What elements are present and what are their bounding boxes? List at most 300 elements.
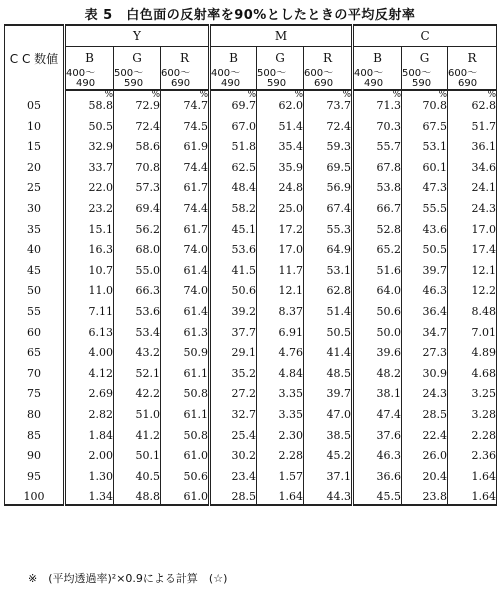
cell-value: 23.8 [422, 490, 448, 504]
reflectance-cell-y-g [114, 195, 161, 216]
cell-value: 50.8 [183, 428, 208, 442]
range-r-c: 600～ 690 [448, 69, 497, 90]
reflectance-cell-m-r [304, 298, 353, 319]
cell-value: 36.1 [471, 140, 497, 154]
table-row [5, 237, 497, 258]
reflectance-cell-c-b [353, 175, 402, 196]
cell-value: 69.4 [135, 201, 160, 215]
reflectance-cell-y-b [65, 319, 114, 340]
cell-value: 61.7 [183, 181, 208, 195]
cell-value: 1.64 [471, 490, 497, 504]
cc-value-header: C C 数値 [5, 25, 65, 90]
reflectance-cell-y-r [161, 154, 210, 175]
reflectance-cell-y-r [161, 195, 210, 216]
reflectance-cell-m-b [210, 134, 257, 155]
table-row [5, 175, 497, 196]
filter-g-y: G [114, 47, 161, 70]
table-row [5, 134, 497, 155]
cell-value: 41.5 [231, 263, 256, 277]
reflectance-cell-c-r [448, 113, 497, 134]
reflectance-cell-m-g [257, 401, 304, 422]
reflectance-cell-m-b [210, 401, 257, 422]
reflectance-cell-c-g [402, 278, 448, 299]
cell-value: 71.3 [376, 99, 402, 112]
reflectance-cell-c-b [353, 154, 402, 175]
table-row [5, 257, 497, 278]
reflectance-cell-c-r [448, 319, 497, 340]
table-row [5, 360, 497, 381]
cell-value: 56.2 [135, 222, 160, 236]
reflectance-cell-y-b [65, 381, 114, 402]
reflectance-cell-c-b [353, 484, 402, 506]
cell-value: 52.1 [135, 366, 160, 380]
reflectance-cell-y-r [161, 340, 210, 361]
reflectance-cell-c-r [448, 401, 497, 422]
reflectance-cell-y-g [114, 422, 161, 443]
reflectance-cell-m-r [304, 257, 353, 278]
reflectance-cell-y-r [161, 90, 210, 113]
table-row [5, 113, 497, 134]
percent-unit: % [151, 90, 160, 100]
reflectance-cell-c-b [353, 401, 402, 422]
reflectance-cell-m-b [210, 257, 257, 278]
cell-value: 12.1 [278, 284, 303, 298]
reflectance-cell-y-r [161, 298, 210, 319]
cell-value: 53.8 [376, 181, 402, 195]
reflectance-cell-c-g [402, 154, 448, 175]
reflectance-cell-m-r [304, 278, 353, 299]
table-row [5, 278, 497, 299]
cell-value: 7.11 [88, 304, 113, 318]
reflectance-cell-y-b [65, 216, 114, 237]
reflectance-cell-c-g [402, 216, 448, 237]
reflectance-cell-c-r [448, 278, 497, 299]
cell-value: 36.4 [422, 304, 448, 318]
reflectance-cell-m-r [304, 113, 353, 134]
range-r-m: 600～ 690 [304, 69, 353, 90]
reflectance-cell-y-g [114, 216, 161, 237]
reflectance-cell-m-r [304, 381, 353, 402]
reflectance-cell-m-r [304, 319, 353, 340]
table-row [5, 443, 497, 464]
cell-value: 43.6 [422, 222, 448, 236]
reflectance-cell-m-g [257, 195, 304, 216]
cell-value: 50.5 [326, 325, 352, 339]
reflectance-cell-m-r [304, 340, 353, 361]
cell-value: 72.9 [135, 99, 160, 112]
cell-value: 45.2 [326, 449, 352, 463]
cell-value: 47.0 [326, 407, 352, 421]
cell-value: 60.1 [422, 160, 448, 174]
cc-value-cell: 30 [5, 195, 65, 216]
reflectance-cell-y-b [65, 237, 114, 258]
cell-value: 51.8 [231, 140, 256, 154]
reflectance-cell-c-b [353, 422, 402, 443]
cell-value: 6.91 [278, 325, 303, 339]
reflectance-cell-c-g [402, 175, 448, 196]
reflectance-cell-y-g [114, 113, 161, 134]
reflectance-cell-m-g [257, 90, 304, 113]
filter-b-c: B [353, 47, 402, 70]
reflectance-cell-c-r [448, 360, 497, 381]
cell-value: 29.1 [231, 346, 256, 360]
cell-value: 74.4 [183, 160, 208, 174]
cell-value: 23.4 [231, 469, 256, 483]
reflectance-cell-y-b [65, 360, 114, 381]
cell-value: 24.3 [422, 387, 448, 401]
reflectance-cell-y-r [161, 463, 210, 484]
cell-value: 33.7 [88, 160, 113, 174]
percent-unit: % [247, 90, 256, 100]
table-row [5, 298, 497, 319]
reflectance-cell-y-b [65, 195, 114, 216]
reflectance-cell-c-r [448, 422, 497, 443]
cc-value-cell: 45 [5, 257, 65, 278]
reflectance-cell-m-g [257, 381, 304, 402]
percent-unit: % [294, 90, 303, 100]
reflectance-cell-c-r [448, 216, 497, 237]
reflectance-cell-m-r [304, 195, 353, 216]
cell-value: 53.6 [231, 243, 256, 257]
reflectance-cell-y-b [65, 175, 114, 196]
reflectance-cell-m-r [304, 401, 353, 422]
cell-value: 45.1 [231, 222, 256, 236]
reflectance-cell-m-r [304, 422, 353, 443]
cell-value: 61.4 [183, 304, 208, 318]
cell-value: 2.00 [88, 449, 113, 463]
cell-value: 74.5 [183, 119, 208, 133]
reflectance-cell-y-b [65, 422, 114, 443]
reflectance-cell-m-b [210, 195, 257, 216]
table-row [5, 216, 497, 237]
reflectance-cell-m-b [210, 360, 257, 381]
cell-value: 67.4 [326, 201, 352, 215]
cell-value: 38.1 [376, 387, 402, 401]
reflectance-cell-y-g [114, 134, 161, 155]
cell-value: 70.8 [135, 160, 160, 174]
cell-value: 20.4 [422, 469, 448, 483]
cell-value: 39.7 [422, 263, 448, 277]
cell-value: 17.2 [278, 222, 303, 236]
reflectance-cell-y-g [114, 463, 161, 484]
cell-value: 52.8 [376, 222, 402, 236]
cell-value: 39.2 [231, 304, 256, 318]
reflectance-cell-y-g [114, 154, 161, 175]
cell-value: 2.30 [278, 428, 303, 442]
cell-value: 70.3 [376, 119, 402, 133]
cell-value: 27.3 [422, 346, 448, 360]
cell-value: 40.5 [135, 469, 160, 483]
reflectance-cell-m-b [210, 237, 257, 258]
reflectance-cell-m-g [257, 443, 304, 464]
reflectance-cell-m-r [304, 90, 353, 113]
reflectance-cell-c-r [448, 257, 497, 278]
cc-value-cell: 95 [5, 463, 65, 484]
cell-value: 32.9 [88, 140, 113, 154]
cell-value: 12.1 [471, 263, 497, 277]
cell-value: 38.5 [326, 428, 352, 442]
cell-value: 50.8 [183, 387, 208, 401]
reflectance-cell-m-r [304, 237, 353, 258]
cell-value: 70.8 [422, 99, 448, 112]
cell-value: 28.5 [231, 490, 256, 504]
reflectance-cell-m-g [257, 216, 304, 237]
cell-value: 3.35 [278, 407, 303, 421]
reflectance-cell-y-b [65, 154, 114, 175]
filter-g-c: G [402, 47, 448, 70]
cell-value: 50.6 [376, 304, 402, 318]
cell-value: 62.8 [471, 99, 497, 112]
cell-value: 69.5 [326, 160, 352, 174]
reflectance-cell-c-b [353, 360, 402, 381]
reflectance-cell-m-g [257, 154, 304, 175]
cell-value: 50.5 [422, 243, 448, 257]
cell-value: 41.2 [135, 428, 160, 442]
reflectance-cell-c-r [448, 237, 497, 258]
cell-value: 1.64 [278, 490, 303, 504]
reflectance-cell-m-b [210, 484, 257, 506]
cell-value: 50.1 [135, 449, 160, 463]
cell-value: 35.9 [278, 160, 303, 174]
table-row [5, 422, 497, 443]
cell-value: 2.82 [88, 407, 113, 421]
reflectance-cell-y-g [114, 278, 161, 299]
reflectance-cell-y-g [114, 237, 161, 258]
cell-value: 8.48 [471, 304, 497, 318]
cell-value: 37.7 [231, 325, 256, 339]
cell-value: 61.3 [183, 325, 208, 339]
table-row [5, 319, 497, 340]
reflectance-cell-c-b [353, 237, 402, 258]
reflectance-cell-c-r [448, 134, 497, 155]
reflectance-cell-m-g [257, 298, 304, 319]
cell-value: 51.4 [278, 119, 303, 133]
reflectance-cell-m-b [210, 278, 257, 299]
cell-value: 6.13 [88, 325, 113, 339]
cell-value: 64.9 [326, 243, 352, 257]
reflectance-cell-c-r [448, 90, 497, 113]
range-g-m: 500～ 590 [257, 69, 304, 90]
cell-value: 43.2 [135, 346, 160, 360]
cell-value: 34.6 [471, 160, 497, 174]
cc-value-cell: 70 [5, 360, 65, 381]
cell-value: 68.0 [135, 243, 160, 257]
cell-value: 53.6 [135, 304, 160, 318]
reflectance-cell-c-b [353, 443, 402, 464]
reflectance-cell-y-b [65, 113, 114, 134]
cell-value: 47.3 [422, 181, 448, 195]
reflectance-cell-y-b [65, 401, 114, 422]
reflectance-cell-c-g [402, 381, 448, 402]
reflectance-cell-c-b [353, 257, 402, 278]
reflectance-cell-y-r [161, 401, 210, 422]
reflectance-cell-c-r [448, 195, 497, 216]
reflectance-cell-m-g [257, 340, 304, 361]
reflectance-cell-y-g [114, 360, 161, 381]
cell-value: 37.6 [376, 428, 402, 442]
reflectance-cell-m-r [304, 175, 353, 196]
reflectance-cell-c-g [402, 134, 448, 155]
table-row [5, 195, 497, 216]
reflectance-cell-c-g [402, 463, 448, 484]
cell-value: 22.0 [88, 181, 113, 195]
reflectance-cell-c-b [353, 463, 402, 484]
cell-value: 50.0 [376, 325, 402, 339]
reflectance-cell-m-b [210, 319, 257, 340]
cell-value: 1.64 [471, 469, 497, 483]
cell-value: 2.28 [471, 428, 497, 442]
cell-value: 51.4 [326, 304, 352, 318]
cell-value: 48.8 [135, 490, 160, 504]
reflectance-cell-y-b [65, 463, 114, 484]
group-header-m: M [210, 25, 353, 47]
cell-value: 24.8 [278, 181, 303, 195]
cc-value-cell: 75 [5, 381, 65, 402]
cell-value: 44.3 [326, 490, 352, 504]
reflectance-cell-m-g [257, 463, 304, 484]
cell-value: 67.5 [422, 119, 448, 133]
reflectance-cell-c-b [353, 134, 402, 155]
cc-value-cell: 10 [5, 113, 65, 134]
reflectance-cell-c-r [448, 298, 497, 319]
reflectance-cell-c-r [448, 340, 497, 361]
cell-value: 25.4 [231, 428, 256, 442]
reflectance-cell-y-g [114, 381, 161, 402]
reflectance-cell-m-b [210, 154, 257, 175]
cell-value: 51.6 [376, 263, 402, 277]
reflectance-cell-y-r [161, 113, 210, 134]
reflectance-cell-y-g [114, 401, 161, 422]
cell-value: 46.3 [376, 449, 402, 463]
cc-value-cell: 40 [5, 237, 65, 258]
cell-value: 51.7 [471, 119, 497, 133]
cell-value: 61.0 [183, 490, 208, 504]
cell-value: 4.00 [88, 346, 113, 360]
percent-unit: % [199, 90, 208, 100]
cell-value: 8.37 [278, 304, 303, 318]
range-b-c: 400～ 490 [353, 69, 402, 90]
cell-value: 55.3 [326, 222, 352, 236]
reflectance-cell-m-b [210, 443, 257, 464]
cell-value: 3.35 [278, 387, 303, 401]
cell-value: 65.2 [376, 243, 402, 257]
reflectance-cell-m-b [210, 463, 257, 484]
table-title: 表 5 白色面の反射率を90%としたときの平均反射率 [84, 8, 416, 23]
range-g-c: 500～ 590 [402, 69, 448, 90]
reflectance-cell-m-r [304, 134, 353, 155]
cell-value: 24.1 [471, 181, 497, 195]
cc-value-cell: 100 [5, 484, 65, 506]
filter-b-m: B [210, 47, 257, 70]
table-row [5, 463, 497, 484]
cell-value: 15.1 [88, 222, 113, 236]
reflectance-cell-c-g [402, 401, 448, 422]
table-body [5, 90, 497, 505]
cell-value: 1.30 [88, 469, 113, 483]
cell-value: 48.5 [326, 366, 352, 380]
reflectance-cell-c-g [402, 422, 448, 443]
reflectance-cell-m-b [210, 90, 257, 113]
reflectance-cell-y-b [65, 340, 114, 361]
reflectance-cell-y-b [65, 134, 114, 155]
reflectance-cell-y-r [161, 360, 210, 381]
cell-value: 66.3 [135, 284, 160, 298]
cc-value-cell: 85 [5, 422, 65, 443]
range-b-m: 400～ 490 [210, 69, 257, 90]
cell-value: 2.36 [471, 449, 497, 463]
cell-value: 61.1 [183, 407, 208, 421]
footnote: ※ (平均透過率)²×0.9による計算 (☆) [28, 572, 228, 585]
reflectance-cell-c-r [448, 463, 497, 484]
reflectance-cell-y-g [114, 175, 161, 196]
reflectance-cell-m-r [304, 463, 353, 484]
reflectance-cell-y-r [161, 319, 210, 340]
cc-value-cell: 60 [5, 319, 65, 340]
percent-unit: % [438, 90, 448, 100]
reflectance-cell-y-r [161, 443, 210, 464]
cell-value: 34.7 [422, 325, 448, 339]
reflectance-cell-y-r [161, 237, 210, 258]
cell-value: 61.7 [183, 222, 208, 236]
cell-value: 17.0 [471, 222, 497, 236]
reflectance-cell-c-g [402, 298, 448, 319]
reflectance-cell-y-g [114, 90, 161, 113]
reflectance-cell-c-g [402, 113, 448, 134]
cell-value: 41.4 [326, 346, 352, 360]
reflectance-cell-m-g [257, 484, 304, 506]
cell-value: 30.2 [231, 449, 256, 463]
reflectance-cell-y-b [65, 443, 114, 464]
percent-unit: % [104, 90, 113, 100]
cell-value: 55.7 [376, 140, 402, 154]
reflectance-cell-m-g [257, 113, 304, 134]
reflectance-cell-m-g [257, 360, 304, 381]
reflectance-cell-m-r [304, 154, 353, 175]
reflectance-cell-c-b [353, 319, 402, 340]
reflectance-cell-y-b [65, 278, 114, 299]
cell-value: 4.84 [278, 366, 303, 380]
reflectance-cell-c-g [402, 195, 448, 216]
cell-value: 39.6 [376, 346, 402, 360]
reflectance-cell-c-b [353, 340, 402, 361]
cell-value: 73.7 [326, 99, 352, 112]
reflectance-cell-y-r [161, 216, 210, 237]
cell-value: 74.0 [183, 243, 208, 257]
reflectance-cell-c-g [402, 340, 448, 361]
cc-value-cell: 55 [5, 298, 65, 319]
reflectance-cell-m-b [210, 422, 257, 443]
reflectance-cell-m-b [210, 175, 257, 196]
reflectance-cell-m-g [257, 422, 304, 443]
reflectance-cell-y-g [114, 257, 161, 278]
reflectance-cell-m-g [257, 175, 304, 196]
cell-value: 62.5 [231, 160, 256, 174]
cell-value: 16.3 [88, 243, 113, 257]
cell-value: 2.69 [88, 387, 113, 401]
reflectance-cell-m-g [257, 319, 304, 340]
reflectance-cell-c-r [448, 154, 497, 175]
cell-value: 72.4 [135, 119, 160, 133]
cell-value: 51.0 [135, 407, 160, 421]
cell-value: 35.4 [278, 140, 303, 154]
percent-unit: % [392, 90, 402, 100]
reflectance-cell-y-g [114, 319, 161, 340]
cc-value-cell: 90 [5, 443, 65, 464]
cell-value: 62.0 [278, 99, 303, 112]
cc-value-cell: 80 [5, 401, 65, 422]
reflectance-cell-c-r [448, 484, 497, 506]
cell-value: 35.2 [231, 366, 256, 380]
